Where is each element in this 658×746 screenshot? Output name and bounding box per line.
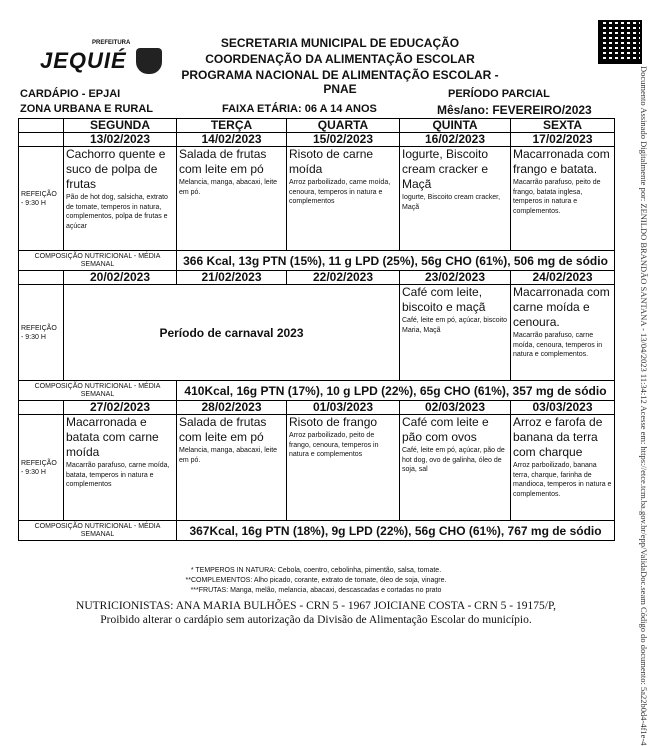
meal-desc: Arroz parboilizado, peito de frango, cenoura, temperos in natura e complementos [289,432,379,458]
date-cell: 20/02/2023 [64,271,177,285]
composicao-row [19,521,615,541]
carnaval-notice: Período de carnaval 2023 [64,285,400,381]
date-row [19,271,615,285]
note-frutas: ***FRUTAS: Manga, melão, melancia, abacaxi, descascadas e cortadas no prato [190,587,442,594]
meal-desc: Melancia, manga, abacaxi, leite em pó. [179,447,278,464]
meal-desc: Arroz parboilizado, banana terra, charque, farinha de mandioca, temperos in natura e complementos. [513,462,612,498]
jequie-logo [36,40,166,80]
meal-title: Salada de frutas com leite em pó [179,147,267,176]
meal-desc: Macarrão parafuso, carne moída, cenoura, temperos in natura e complementos. [513,332,603,358]
meal-cell [177,147,287,251]
meal-title: Arroz e farofa de banana da terra com charque [513,415,603,459]
meal-title: Macarronada e batata com carne moída [66,415,159,459]
day-header: TERÇA [177,119,287,133]
date-cell: 21/02/2023 [177,271,287,285]
date-cell: 17/02/2023 [511,133,615,147]
menu-table [18,118,615,541]
day-header: QUARTA [287,119,400,133]
date-cell: 03/03/2023 [511,401,615,415]
meal-title: Risoto de frango [289,415,378,429]
composicao-label: COMPOSIÇÃO NUTRICIONAL - MÉDIA SEMANAL [19,251,177,271]
date-cell: 28/02/2023 [177,401,287,415]
date-cell: 02/03/2023 [400,401,511,415]
meal-title: Iogurte, Biscoito cream cracker e Maçã [402,147,489,191]
date-cell: 24/02/2023 [511,271,615,285]
meal-desc: Macarrão parafuso, carne moída, batata, temperos in natura e complementos [66,462,170,488]
meal-cell [400,147,511,251]
authorization-notice: Proibido alterar o cardápio sem autorização da Divisão de Alimentação Escolar do município. [100,614,532,626]
header-line-1: SECRETARIA MUNICIPAL DE EDUCAÇÃO [220,36,460,50]
date-row [19,401,615,415]
header-line-2: COORDENAÇÃO DA ALIMENTAÇÃO ESCOLAR [205,52,475,66]
meal-title: Cachorro quente e suco de polpa de frutas [66,147,166,191]
composicao-value: 410Kcal, 16g PTN (17%), 10 g LPD (22%), 65g CHO (61%), 357 mg de sódio [177,381,615,401]
meal-desc: Café, leite em pó, açúcar, biscoito Maria, Maçã [402,317,508,334]
note-temperos: * TEMPEROS IN NATURA: Cebola, coentro, cebolinha, pimentão, salsa, tomate. [190,567,442,574]
mes-ano-label: Mês/ano: FEVEREIRO/2023 [437,103,592,117]
meal-title: Macarronada com frango e batata. [513,147,610,176]
meal-title: Risoto de carne moída [289,147,374,176]
date-cell: 15/02/2023 [287,133,400,147]
meal-cell [511,415,615,521]
meal-desc: Iogurte, Biscoito cream cracker, Maçã [402,194,501,211]
meal-cell [287,415,400,521]
meal-cell [511,285,615,381]
meal-title: Café com leite, biscoito e maçã [402,285,486,314]
meal-title: Café com leite e pão com ovos [402,415,489,444]
refeicao-label: REFEIÇÃO - 9:30 H [19,285,64,381]
meal-cell [64,147,177,251]
meal-desc: Melancia, manga, abacaxi, leite em pó. [179,179,278,196]
meal-row [19,415,615,521]
date-cell: 27/02/2023 [64,401,177,415]
meal-row [19,147,615,251]
refeicao-label: REFEIÇÃO - 9:30 H [19,147,64,251]
composicao-value: 367Kcal, 16g PTN (18%), 9g LPD (22%), 56g CHO (61%), 767 mg de sódio [177,521,615,541]
header-line-3: PROGRAMA NACIONAL DE ALIMENTAÇÃO ESCOLAR - PNAE [181,68,499,96]
meal-cell [400,285,511,381]
logo-small-text: PREFEITURA [92,40,131,46]
refeicao-label: REFEIÇÃO - 9:30 H [19,415,64,521]
composicao-row [19,251,615,271]
periodo-label: PERÍODO PARCIAL [448,88,550,100]
cardapio-label: CARDÁPIO - EPJAI [20,88,121,100]
qr-code-icon [598,20,642,64]
empty-cell [19,401,64,415]
weekday-header-row [19,119,615,133]
composicao-row [19,381,615,401]
meal-title: Macarronada com carne moída e cenoura. [513,285,610,329]
logo-text: JEQUIÉ [40,48,127,73]
nutricionistas-line: NUTRICIONISTAS: ANA MARIA BULHÕES - CRN 5 - 1967 JOICIANE COSTA - CRN 5 - 19175/P, [76,600,556,612]
date-cell: 23/02/2023 [400,271,511,285]
composicao-label: COMPOSIÇÃO NUTRICIONAL - MÉDIA SEMANAL [19,521,177,541]
meal-cell [511,147,615,251]
crest-icon [136,48,162,74]
meal-desc: Pão de hot dog, salsicha, extrato de tomate, temperos in natura, complementos, polpa de frutas e açúcar [66,194,168,230]
faixa-etaria-label: FAIXA ETÁRIA: 06 A 14 ANOS [222,103,377,115]
meal-cell [177,415,287,521]
date-cell: 14/02/2023 [177,133,287,147]
meal-desc: Macarrão parafuso, peito de frango, batata inglesa, temperos in natura e complementos. [513,179,601,215]
date-cell: 13/02/2023 [64,133,177,147]
date-cell: 22/02/2023 [287,271,400,285]
day-header: SEGUNDA [64,119,177,133]
meal-title: Salada de frutas com leite em pó [179,415,267,444]
composicao-label: COMPOSIÇÃO NUTRICIONAL - MÉDIA SEMANAL [19,381,177,401]
composicao-value: 366 Kcal, 13g PTN (15%), 11 g LPD (25%), 56g CHO (61%), 506 mg de sódio [177,251,615,271]
meal-cell [400,415,511,521]
date-cell: 01/03/2023 [287,401,400,415]
empty-cell [19,271,64,285]
meal-desc: Arroz parboilizado, carne moída, cenoura, temperos in natura e complementos [289,179,391,205]
digital-signature-note [610,66,650,746]
meal-row [19,285,615,381]
empty-cell [19,133,64,147]
date-row [19,133,615,147]
note-complementos: **COMPLEMENTOS: Alho picado, corante, extrato de tomate, óleo de soja, vinagre. [185,577,447,584]
meal-cell [287,147,400,251]
meal-cell [64,415,177,521]
meal-desc: Café, leite em pó, açúcar, pão de hot dog, ovo de galinha, óleo de soja, sal [402,447,505,473]
digital-signature-text: Documento Assinado Digitalmente por: ZENILDO BRANDÃO SANTANA - 13/04/2023 11:34:12 Acesse em: https://etce.tcm.ba.gov.br/epp/ValidaDoc.seam Código do documento: 5a22b0d4-4f1e-4 [639,66,649,746]
date-cell: 16/02/2023 [400,133,511,147]
day-header: SEXTA [511,119,615,133]
zona-label: ZONA URBANA E RURAL [20,103,154,115]
corner-cell [19,119,64,133]
day-header: QUINTA [400,119,511,133]
